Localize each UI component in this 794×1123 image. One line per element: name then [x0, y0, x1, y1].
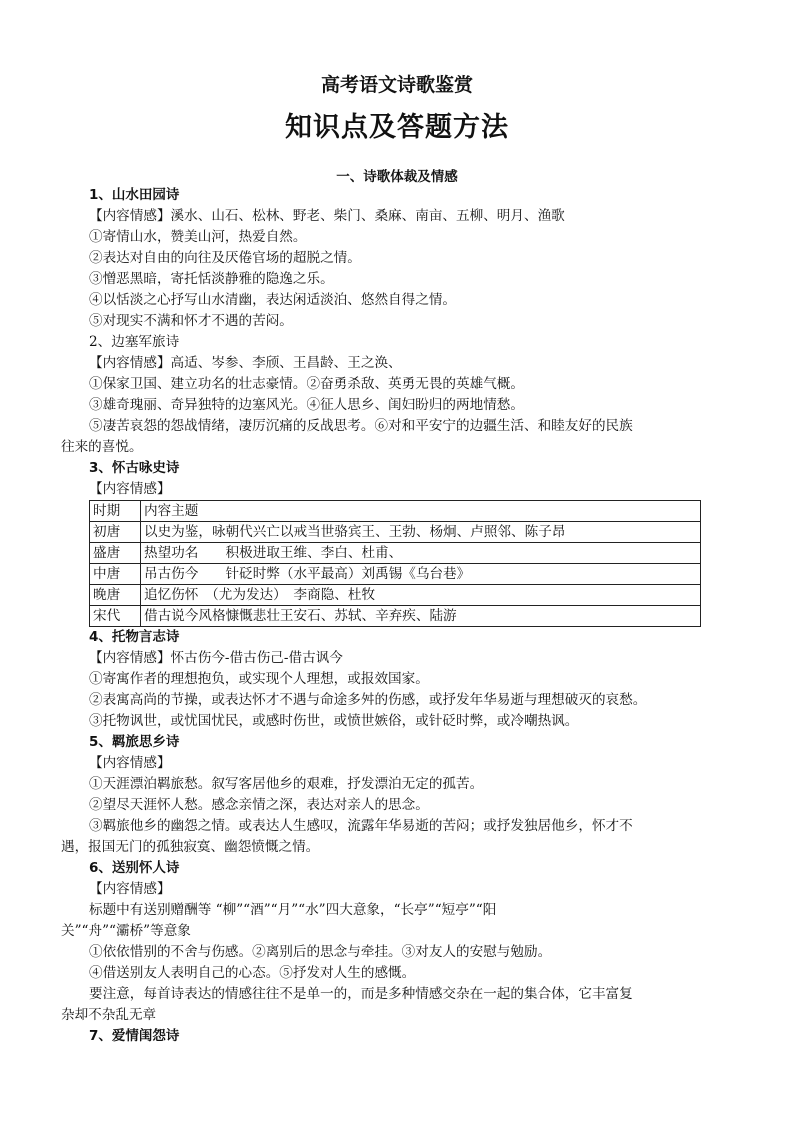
s4-point: ②表寓高尚的节操，或表达怀才不遇与命途多舛的伤感，或抒发年华易逝与理想破灭的哀愁。: [89, 692, 647, 708]
s5-content-label: 【内容情感】: [89, 755, 171, 771]
s6-imagery-line: 标题中有送别赠酬等 “柳”“酒”“月”“水”四大意象，“长亭”“短亭”“阳: [89, 902, 497, 918]
table-cell: 以史为鉴，咏朝代兴亡以戒当世骆宾王、王勃、杨炯、卢照邻、陈子昂: [141, 522, 701, 543]
s6-point: ①依依惜别的不舍与伤感。②离别后的思念与牵挂。③对友人的安慰与勉励。: [89, 944, 552, 960]
s2-heading: 2、边塞军旅诗: [89, 334, 180, 350]
s2-content-line: 【内容情感】高适、岑参、李颀、王昌龄、王之涣、: [89, 355, 402, 371]
table-cell: 中唐: [90, 564, 141, 585]
table-row: [90, 522, 701, 543]
period-theme-table: [89, 500, 701, 627]
s2-point: ①保家卫国、建立功名的壮志豪情。②奋勇杀敌、英勇无畏的英雄气概。: [89, 376, 524, 392]
s3-content-label: 【内容情感】: [89, 481, 171, 497]
s5-point: ②望尽天涯怀人愁。感念亲情之深，表达对亲人的思念。: [89, 797, 429, 813]
s2-continuation: 往来的喜悦。: [61, 439, 143, 455]
document-title: 知识点及答题方法: [285, 112, 509, 143]
s1-point: ③憎恶黑暗，寄托恬淡静雅的隐逸之乐。: [89, 271, 334, 287]
s6-imagery-line: 关”“舟”“灞桥”等意象: [61, 923, 191, 939]
s6-point: ④借送别友人表明自己的心态。⑤抒发对人生的感慨。: [89, 965, 416, 981]
table-cell: 内容主题: [141, 501, 701, 522]
s4-heading: 4、托物言志诗: [89, 629, 180, 645]
table-cell: 晚唐: [90, 585, 141, 606]
table-cell: 宋代: [90, 606, 141, 627]
table-row: [90, 543, 701, 564]
table-cell: 盛唐: [90, 543, 141, 564]
s1-point: ①寄情山水，赞美山河，热爱自然。: [89, 229, 307, 245]
table-row: [90, 606, 701, 627]
s5-point: ①天涯漂泊羁旅愁。叙写客居他乡的艰难，抒发漂泊无定的孤苦。: [89, 776, 484, 792]
table-cell: 热望功名 积极进取王维、李白、杜甫、: [141, 543, 701, 564]
s6-note-line: 杂却不杂乱无章: [61, 1007, 157, 1023]
s6-note-line: 要注意，每首诗表达的情感往往不是单一的，而是多种情感交杂在一起的集合体，它丰富复: [89, 986, 633, 1002]
s7-heading: 7、爱情闺怨诗: [89, 1028, 180, 1044]
s3-heading: 3、怀古咏史诗: [89, 460, 180, 476]
s4-point: ①寄寓作者的理想抱负，或实现个人理想，或报效国家。: [89, 671, 429, 687]
table-cell: 追忆伤怀 （尤为发达） 李商隐、杜牧: [141, 585, 701, 606]
table-cell: 时期: [90, 501, 141, 522]
table-row: [90, 564, 701, 585]
s2-point: ③雄奇瑰丽、奇异独特的边塞风光。④征人思乡、闺妇盼归的两地情愁。: [89, 397, 524, 413]
s5-continuation: 遇，报国无门的孤独寂寞、幽怨愤慨之情。: [61, 839, 320, 855]
document-subtitle: 高考语文诗歌鉴赏: [320, 74, 473, 96]
s6-heading: 6、送别怀人诗: [89, 860, 180, 876]
table-row: [90, 585, 701, 606]
s1-content-line: 【内容情感】溪水、山石、松林、野老、柴门、桑麻、南亩、五柳、明月、渔歌: [89, 208, 565, 224]
table-cell: 吊古伤今 针砭时弊（水平最高）刘禹锡《乌台巷》: [141, 564, 701, 585]
document-body: [61, 185, 737, 1047]
table-cell: 初唐: [90, 522, 141, 543]
s1-point: ⑤对现实不满和怀才不遇的苦闷。: [89, 313, 293, 329]
s6-content-label: 【内容情感】: [89, 881, 171, 897]
s1-point: ②表达对自由的向往及厌倦官场的超脱之情。: [89, 250, 361, 266]
s1-point: ④以恬淡之心抒写山水清幽，表达闲适淡泊、悠然自得之情。: [89, 292, 457, 308]
s5-heading: 5、羁旅思乡诗: [89, 734, 180, 750]
s4-content-line: 【内容情感】怀古伤今-借古伤己-借古讽今: [89, 650, 343, 666]
s4-point: ③托物讽世，或忧国忧民，或感时伤世，或愤世嫉俗，或针砭时弊，或冷嘲热讽。: [89, 713, 579, 729]
s2-point: ⑤凄苦哀怨的怨战情绪，凄厉沉痛的反战思考。⑥对和平安宁的边疆生活、和睦友好的民族: [89, 418, 633, 434]
s5-point: ③羁旅他乡的幽怨之情。或表达人生感叹，流露年华易逝的苦闷；或抒发独居他乡，怀才不: [89, 818, 633, 834]
table-cell: 借古说今风格慷慨悲壮王安石、苏轼、辛弃疾、陆游: [141, 606, 701, 627]
table-row: [90, 501, 701, 522]
s1-heading: 1、山水田园诗: [89, 187, 180, 203]
section-heading: 一、诗歌体裁及情感: [336, 169, 458, 185]
